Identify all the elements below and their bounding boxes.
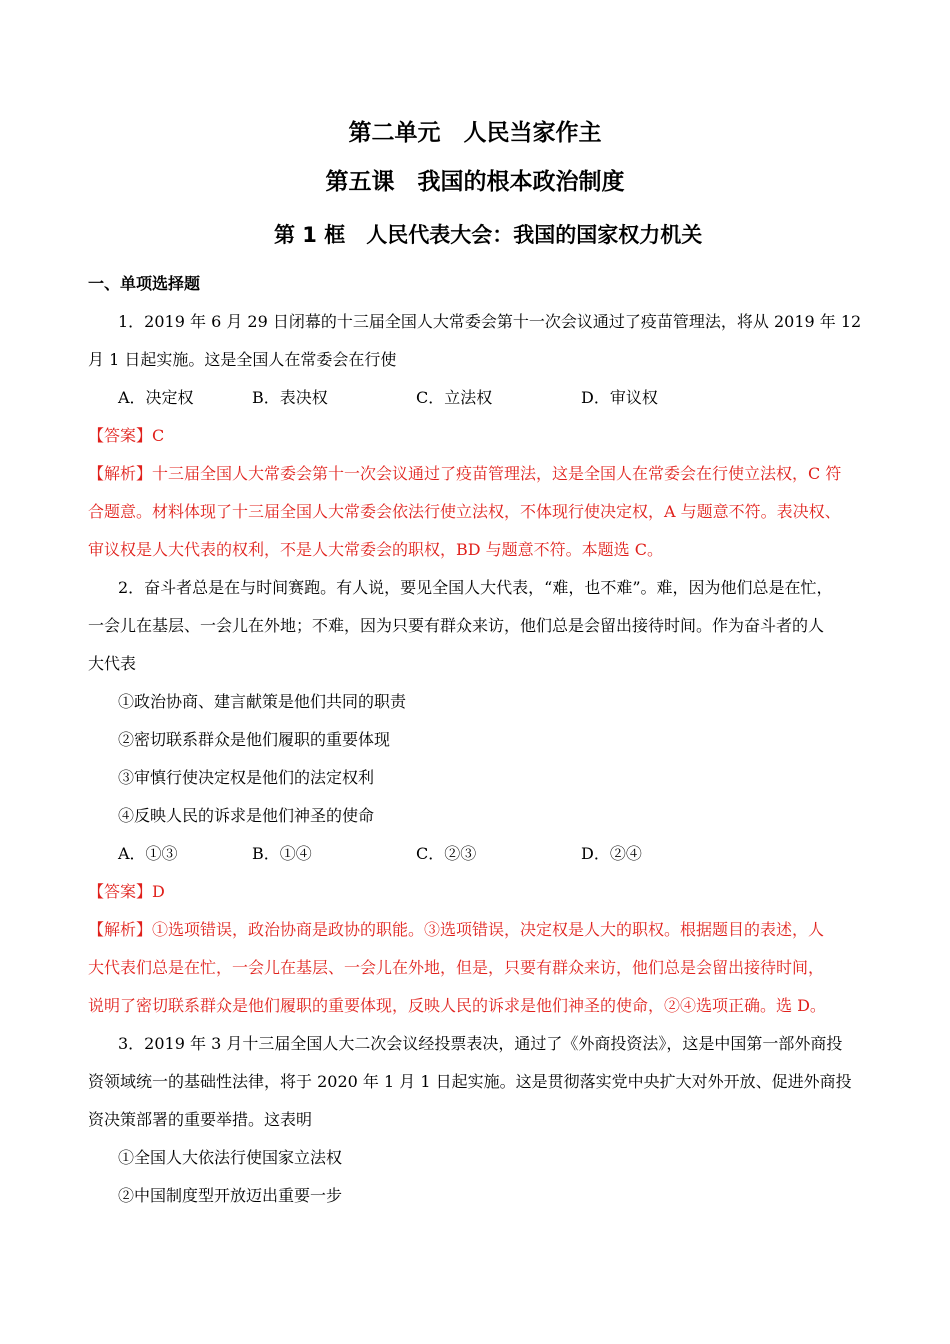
q1-option-d: D．审议权 — [581, 388, 658, 407]
q2-stem-line3: 大代表 — [88, 654, 137, 673]
q3-stem-line2: 资领域统一的基础性法律，将于 2020 年 1 月 1 日起实施。这是贯彻落实党中央扩大对外开放、促进外商投 — [88, 1072, 852, 1091]
section-heading: 一、单项选择题 — [88, 274, 201, 293]
q2-item-2: ②密切联系群众是他们履职的重要体现 — [118, 730, 391, 749]
q2-analysis-line3: 说明了密切联系群众是他们履职的重要体现，反映人民的诉求是他们神圣的使命，②④选项正确。选 D。 — [88, 996, 826, 1015]
q2-option-b: B．①④ — [252, 844, 312, 863]
q1-answer: 【答案】C — [88, 426, 165, 445]
q2-item-1: ①政治协商、建言献策是他们共同的职责 — [118, 692, 407, 711]
unit-title: 第二单元 人民当家作主 — [348, 120, 602, 146]
q1-analysis-line2: 合题意。材料体现了十三届全国人大常委会依法行使立法权，不体现行使决定权，A 与题意不符。表决权、 — [88, 502, 841, 521]
q1-option-a: A．决定权 — [118, 388, 194, 407]
q3-stem-line1: 3．2019 年 3 月十三届全国人大二次会议经投票表决，通过了《外商投资法》，这是中国第一部外商投 — [118, 1034, 843, 1053]
q2-option-a: A．①③ — [118, 844, 178, 863]
q1-stem-line2: 月 1 日起实施。这是全国人在常委会在行使 — [88, 350, 397, 369]
q2-item-4: ④反映人民的诉求是他们神圣的使命 — [118, 806, 375, 825]
q2-stem-line1: 2．奋斗者总是在与时间赛跑。有人说，要见全国人大代表，“难，也不难”。难，因为他们总是在忙， — [118, 578, 833, 597]
q1-option-b: B．表决权 — [252, 388, 328, 407]
q3-item-2: ②中国制度型开放迈出重要一步 — [118, 1186, 343, 1205]
q3-stem-line3: 资决策部署的重要举措。这表明 — [88, 1110, 313, 1129]
q2-analysis-line2: 大代表们总是在忙，一会儿在基层、一会儿在外地，但是，只要有群众来访，他们总是会留出接待时间， — [88, 958, 825, 977]
lesson-title: 第五课 我国的根本政治制度 — [325, 169, 625, 195]
q1-option-c: C．立法权 — [416, 388, 493, 407]
q2-stem-line2: 一会儿在基层、一会儿在外地；不难，因为只要有群众来访，他们总是会留出接待时间。作为奋斗者的人 — [88, 616, 825, 635]
q1-analysis-line3: 审议权是人大代表的权利，不是人大常委会的职权，BD 与题意不符。本题选 C。 — [88, 540, 664, 559]
q2-option-d: D．②④ — [581, 844, 642, 863]
q2-analysis-line1: 【解析】①选项错误，政治协商是政协的职能。③选项错误，决定权是人大的职权。根据题目的表述，人 — [88, 920, 825, 939]
frame-title: 第 1 框 人民代表大会：我国的国家权力机关 — [274, 223, 703, 247]
q1-analysis-line1: 【解析】十三届全国人大常委会第十一次会议通过了疫苗管理法，这是全国人在常委会在行使立法权，C 符 — [88, 464, 842, 483]
q2-answer: 【答案】D — [88, 882, 165, 901]
q2-option-c: C．②③ — [416, 844, 477, 863]
q1-stem-line1: 1．2019 年 6 月 29 日闭幕的十三届全国人大常委会第十一次会议通过了疫苗管理法，将从 2019 年 12 — [118, 312, 862, 331]
q2-item-3: ③审慎行使决定权是他们的法定权利 — [118, 768, 375, 787]
q3-item-1: ①全国人大依法行使国家立法权 — [118, 1148, 343, 1167]
